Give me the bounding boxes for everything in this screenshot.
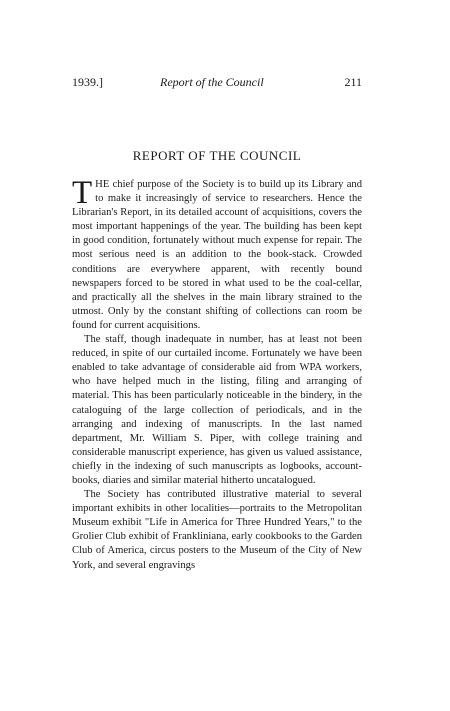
paragraph-2: The staff, though inadequate in number, has at least not been reduced, in spite of our curtailed income. Fortunately we have been enabled to take advantage of considerable aid from WPA workers, who have helped much in the listing, filing and arranging of material. This has been particularly noticeable in the bindery, in the cataloguing of the large collection of periodicals, and in the arranging and indexing of manuscripts. In the last named department, Mr. William S. Piper, with college training and considerable manuscript experience, has given us valued assistance, chiefly in the indexing of such manuscripts as logbooks, account-books, diaries and similar material hitherto uncatalogued. (72, 334, 362, 486)
paragraph-3: The Society has contributed illustrative material to several important exhibits in other localities—portraits to the Metropolitan Museum exhibit "Life in America for Three Hundred Years," to the Grolier Club exhibit of Frankliniana, early cookbooks to the Garden Club of America, circus posters to the Museum of the City of New York, and several engravings (72, 489, 362, 571)
body-text (72, 175, 362, 573)
running-head-year: 1939.] (72, 75, 103, 89)
running-head (72, 74, 362, 90)
paragraph-1 (72, 175, 362, 333)
running-head-title: Report of the Council (160, 75, 264, 89)
page-number: 211 (344, 75, 362, 89)
section-heading: REPORT OF THE COUNCIL (132, 148, 302, 163)
paragraph-1-text: HE chief purpose of the Society is to build up its Library and to make it increasingly of service to researchers. Hence the Librarian's Report, in its detailed account of acquisitions, covers the most important happenings of the year. The building has been kept in good condition, fortunately without much expense for repair. The most serious need is an addition to the book-stack. Crowded conditions are everywhere apparent, with recently bound newspapers forced to be stored in what used to be the coal-cellar, and practically all the shelves in the main library strained to the utmost. Only by the constant shifting of collections can room be found for current acquisitions. (72, 179, 362, 331)
drop-cap: T (72, 175, 93, 211)
